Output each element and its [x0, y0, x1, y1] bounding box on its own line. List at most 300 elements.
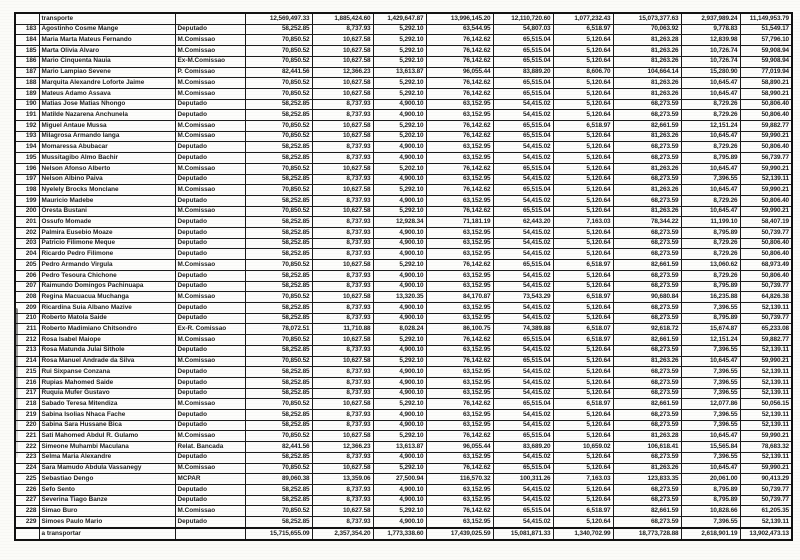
amount-cell: 8,737.93	[312, 420, 373, 431]
amount-cell: 58,252.85	[245, 452, 312, 463]
amount-cell: 54,415.02	[493, 281, 553, 292]
name-cell: Matilde Nazarena Anchunela	[39, 110, 175, 121]
row-number-cell: 191	[15, 110, 39, 121]
row-number-cell: 219	[15, 410, 39, 421]
amount-cell: 7,396.55	[681, 377, 740, 388]
amount-cell: 70,850.52	[245, 121, 312, 132]
amount-cell: 6,518.97	[553, 121, 613, 132]
amount-cell: 11,710.88	[312, 324, 373, 335]
amount-cell: 7,396.55	[681, 367, 740, 378]
name-cell: Agostinho Cosme Mange	[39, 24, 175, 35]
amount-cell: 5,292.10	[373, 46, 426, 57]
amount-cell: 50,806.40	[740, 110, 792, 121]
category-cell: Deputado	[175, 452, 245, 463]
name-cell: transporte	[39, 13, 175, 24]
amount-cell: 1,077,232.43	[553, 13, 613, 24]
amount-cell: 70,850.52	[245, 260, 312, 271]
amount-cell: 50,806.40	[740, 238, 792, 249]
row-number-cell: 190	[15, 99, 39, 110]
category-cell: MCPAR	[175, 474, 245, 485]
table-row	[15, 324, 792, 335]
category-cell: M.Comissao	[175, 292, 245, 303]
amount-cell: 5,120.64	[553, 110, 613, 121]
table-row	[15, 238, 792, 249]
amount-cell: 10,659.02	[553, 442, 613, 453]
amount-cell: 13,902,473.13	[740, 528, 792, 540]
amount-cell: 76,142.62	[426, 131, 493, 142]
amount-cell: 8,795.89	[681, 228, 740, 239]
amount-cell: 8,737.93	[312, 377, 373, 388]
amount-cell: 59,990.21	[740, 185, 792, 196]
amount-cell: 63,152.95	[426, 377, 493, 388]
name-cell: Mauricio Madebe	[39, 195, 175, 206]
amount-cell: 63,152.95	[426, 420, 493, 431]
amount-cell: 5,120.64	[553, 174, 613, 185]
amount-cell: 65,515.04	[493, 506, 553, 517]
amount-cell: 59,882.77	[740, 335, 792, 346]
row-number-cell: 213	[15, 345, 39, 356]
table-row	[15, 420, 792, 431]
category-cell: Deputado	[175, 174, 245, 185]
amount-cell: 12,151.24	[681, 121, 740, 132]
table-row	[15, 495, 792, 506]
amount-cell: 70,850.52	[245, 506, 312, 517]
amount-cell: 5,120.64	[553, 142, 613, 153]
amount-cell: 65,515.04	[493, 35, 553, 46]
amount-cell: 5,292.10	[373, 56, 426, 67]
amount-cell: 68,273.59	[613, 195, 681, 206]
category-cell: Deputado	[175, 228, 245, 239]
amount-cell: 68,273.59	[613, 495, 681, 506]
amount-cell: 63,152.95	[426, 313, 493, 324]
amount-cell: 5,120.64	[553, 131, 613, 142]
table-row	[15, 313, 792, 324]
amount-cell: 58,252.85	[245, 174, 312, 185]
category-cell: M.Comissao	[175, 185, 245, 196]
amount-cell: 82,441.56	[245, 442, 312, 453]
amount-cell: 68,273.59	[613, 420, 681, 431]
category-cell: M.Comissao	[175, 35, 245, 46]
amount-cell: 52,139.11	[740, 388, 792, 399]
amount-cell: 13,613.87	[373, 442, 426, 453]
row-number-cell: 204	[15, 249, 39, 260]
amount-cell: 10,627.58	[312, 121, 373, 132]
category-cell: Deputado	[175, 484, 245, 495]
amount-cell: 68,273.59	[613, 110, 681, 121]
category-cell: M.Comissao	[175, 335, 245, 346]
category-cell: Deputado	[175, 420, 245, 431]
amount-cell: 81,263.26	[613, 463, 681, 474]
amount-cell: 54,415.02	[493, 420, 553, 431]
category-cell: Deputado	[175, 195, 245, 206]
amount-cell: 4,900.10	[373, 99, 426, 110]
table-row	[15, 46, 792, 57]
carry-out-row	[15, 528, 792, 540]
table-row	[15, 217, 792, 228]
amount-cell: 4,900.10	[373, 367, 426, 378]
category-cell: M.Comissao	[175, 260, 245, 271]
table-row	[15, 260, 792, 271]
amount-cell: 68,273.59	[613, 249, 681, 260]
row-number-cell: 185	[15, 46, 39, 57]
amount-cell: 10,627.58	[312, 46, 373, 57]
amount-cell: 8,737.93	[312, 452, 373, 463]
name-cell: Mario Lampiao Sevene	[39, 67, 175, 78]
category-cell: M.Comissao	[175, 121, 245, 132]
row-number-cell: 188	[15, 78, 39, 89]
amount-cell: 9,778.83	[681, 24, 740, 35]
amount-cell: 90,413.29	[740, 474, 792, 485]
amount-cell: 76,142.62	[426, 260, 493, 271]
amount-cell: 76,142.62	[426, 35, 493, 46]
amount-cell: 81,263.26	[613, 185, 681, 196]
amount-cell: 63,152.95	[426, 142, 493, 153]
row-number-cell	[15, 13, 39, 24]
row-number-cell: 192	[15, 121, 39, 132]
amount-cell: 70,063.92	[613, 24, 681, 35]
amount-cell: 58,252.85	[245, 410, 312, 421]
amount-cell: 7,396.55	[681, 420, 740, 431]
amount-cell: 27,500.94	[373, 474, 426, 485]
amount-cell: 52,139.11	[740, 410, 792, 421]
amount-cell: 6,518.07	[553, 324, 613, 335]
amount-cell: 68,273.59	[613, 345, 681, 356]
table-row	[15, 303, 792, 314]
amount-cell: 5,292.10	[373, 463, 426, 474]
table-row	[15, 174, 792, 185]
amount-cell: 4,900.10	[373, 110, 426, 121]
payroll-table-body	[15, 13, 792, 540]
amount-cell: 5,120.64	[553, 249, 613, 260]
amount-cell: 68,273.59	[613, 313, 681, 324]
row-number-cell: 208	[15, 292, 39, 303]
document-page	[14, 12, 792, 542]
amount-cell: 5,292.10	[373, 506, 426, 517]
amount-cell: 15,674.87	[681, 324, 740, 335]
amount-cell: 5,120.64	[553, 367, 613, 378]
amount-cell: 4,900.10	[373, 153, 426, 164]
amount-cell: 5,120.64	[553, 46, 613, 57]
amount-cell: 70,850.52	[245, 399, 312, 410]
amount-cell: 6,518.97	[553, 292, 613, 303]
amount-cell: 89,060.38	[245, 474, 312, 485]
name-cell: Oresta Bustani	[39, 206, 175, 217]
amount-cell: 65,515.04	[493, 56, 553, 67]
name-cell: Rui Sixpanse Conzana	[39, 367, 175, 378]
table-row	[15, 484, 792, 495]
amount-cell: 63,152.95	[426, 452, 493, 463]
name-cell: Mussitagibo Almo Bachir	[39, 153, 175, 164]
amount-cell: 58,252.85	[245, 238, 312, 249]
amount-cell: 58,252.85	[245, 281, 312, 292]
amount-cell: 63,152.95	[426, 174, 493, 185]
amount-cell: 10,645.47	[681, 185, 740, 196]
amount-cell: 8,028.24	[373, 324, 426, 335]
amount-cell: 82,661.59	[613, 260, 681, 271]
amount-cell: 81,263.26	[613, 163, 681, 174]
amount-cell: 54,807.03	[493, 24, 553, 35]
table-row	[15, 367, 792, 378]
name-cell: Rosa Matunda Julai Sithole	[39, 345, 175, 356]
amount-cell: 8,737.93	[312, 367, 373, 378]
amount-cell: 8,737.93	[312, 24, 373, 35]
category-cell: Deputado	[175, 388, 245, 399]
amount-cell: 10,627.58	[312, 88, 373, 99]
amount-cell: 11,199.10	[681, 217, 740, 228]
name-cell: Matias Jose Matias Nhongo	[39, 99, 175, 110]
amount-cell: 50,806.40	[740, 270, 792, 281]
name-cell: Rosa Isabel Maiope	[39, 335, 175, 346]
amount-cell: 1,885,424.60	[312, 13, 373, 24]
row-number-cell: 193	[15, 131, 39, 142]
amount-cell: 5,120.64	[553, 495, 613, 506]
amount-cell: 5,120.64	[553, 410, 613, 421]
row-number-cell: 214	[15, 356, 39, 367]
amount-cell: 5,120.64	[553, 228, 613, 239]
amount-cell: 10,627.58	[312, 78, 373, 89]
category-cell: M.Comissao	[175, 463, 245, 474]
amount-cell: 52,139.11	[740, 367, 792, 378]
category-cell: Deputado	[175, 313, 245, 324]
amount-cell: 63,152.95	[426, 367, 493, 378]
category-cell: Deputado	[175, 270, 245, 281]
amount-cell: 59,990.21	[740, 463, 792, 474]
scan-edge-artifact	[14, 308, 18, 458]
amount-cell: 5,120.64	[553, 88, 613, 99]
amount-cell: 63,152.95	[426, 410, 493, 421]
category-cell: Deputado	[175, 153, 245, 164]
table-row	[15, 142, 792, 153]
row-number-cell: 227	[15, 495, 39, 506]
amount-cell: 65,515.04	[493, 78, 553, 89]
row-number-cell: 224	[15, 463, 39, 474]
amount-cell: 81,263.26	[613, 206, 681, 217]
table-row	[15, 442, 792, 453]
amount-cell: 7,396.55	[681, 345, 740, 356]
amount-cell: 7,163.03	[553, 474, 613, 485]
amount-cell: 58,252.85	[245, 377, 312, 388]
amount-cell: 15,280.90	[681, 67, 740, 78]
amount-cell: 68,273.59	[613, 517, 681, 528]
amount-cell: 54,415.02	[493, 303, 553, 314]
amount-cell: 50,806.40	[740, 249, 792, 260]
name-cell: Marquita Alexandre Loforte Jaime	[39, 78, 175, 89]
amount-cell: 4,900.10	[373, 377, 426, 388]
amount-cell: 70,850.52	[245, 431, 312, 442]
category-cell: Ex-R. Comissao	[175, 324, 245, 335]
amount-cell: 5,292.10	[373, 121, 426, 132]
amount-cell: 4,900.10	[373, 249, 426, 260]
row-number-cell: 226	[15, 484, 39, 495]
row-number-cell: 200	[15, 206, 39, 217]
row-number-cell: 209	[15, 303, 39, 314]
amount-cell: 1,429,647.87	[373, 13, 426, 24]
row-number-cell: 187	[15, 67, 39, 78]
amount-cell: 13,320.35	[373, 292, 426, 303]
amount-cell: 12,569,497.33	[245, 13, 312, 24]
amount-cell: 76,142.62	[426, 56, 493, 67]
table-row	[15, 474, 792, 485]
amount-cell: 10,627.58	[312, 399, 373, 410]
table-row	[15, 99, 792, 110]
amount-cell: 8,737.93	[312, 110, 373, 121]
amount-cell: 10,627.58	[312, 206, 373, 217]
name-cell: Selma Maria Alexandre	[39, 452, 175, 463]
amount-cell: 68,273.59	[613, 303, 681, 314]
name-cell: Marta Olivia Alvaro	[39, 46, 175, 57]
amount-cell: 74,389.88	[493, 324, 553, 335]
amount-cell: 81,263.26	[613, 56, 681, 67]
amount-cell: 68,273.59	[613, 153, 681, 164]
carry-in-row	[15, 13, 792, 24]
amount-cell: 10,726.74	[681, 56, 740, 67]
amount-cell: 8,737.93	[312, 313, 373, 324]
amount-cell: 54,415.02	[493, 153, 553, 164]
amount-cell: 8,737.93	[312, 270, 373, 281]
category-cell: Deputado	[175, 367, 245, 378]
amount-cell: 11,149,953.79	[740, 13, 792, 24]
amount-cell: 5,202.10	[373, 131, 426, 142]
amount-cell: 5,120.64	[553, 420, 613, 431]
table-row	[15, 35, 792, 46]
table-row	[15, 463, 792, 474]
amount-cell: 100,311.26	[493, 474, 553, 485]
amount-cell: 64,826.38	[740, 292, 792, 303]
amount-cell: 6,518.97	[553, 24, 613, 35]
amount-cell: 16,235.88	[681, 292, 740, 303]
amount-cell: 82,661.59	[613, 506, 681, 517]
amount-cell: 8,729.26	[681, 142, 740, 153]
amount-cell: 70,850.52	[245, 356, 312, 367]
category-cell: Deputado	[175, 495, 245, 506]
row-number-cell: 206	[15, 270, 39, 281]
amount-cell: 59,908.94	[740, 56, 792, 67]
name-cell: a transportar	[39, 528, 175, 540]
amount-cell: 8,606.70	[553, 67, 613, 78]
amount-cell: 68,273.59	[613, 281, 681, 292]
table-row	[15, 249, 792, 260]
amount-cell: 10,627.58	[312, 506, 373, 517]
amount-cell: 4,900.10	[373, 452, 426, 463]
amount-cell: 54,415.02	[493, 195, 553, 206]
amount-cell: 63,152.95	[426, 238, 493, 249]
amount-cell: 12,928.34	[373, 217, 426, 228]
amount-cell: 65,233.08	[740, 324, 792, 335]
amount-cell: 4,900.10	[373, 495, 426, 506]
row-number-cell: 225	[15, 474, 39, 485]
amount-cell: 7,163.03	[553, 217, 613, 228]
amount-cell: 54,415.02	[493, 313, 553, 324]
amount-cell: 5,120.64	[553, 281, 613, 292]
amount-cell: 70,850.52	[245, 206, 312, 217]
amount-cell: 123,833.35	[613, 474, 681, 485]
amount-cell: 59,990.21	[740, 163, 792, 174]
name-cell: Simoes Paulo Mario	[39, 517, 175, 528]
row-number-cell: 196	[15, 163, 39, 174]
amount-cell: 8,729.26	[681, 195, 740, 206]
amount-cell: 63,152.95	[426, 228, 493, 239]
amount-cell: 5,292.10	[373, 24, 426, 35]
amount-cell: 10,645.47	[681, 88, 740, 99]
amount-cell: 5,120.64	[553, 185, 613, 196]
amount-cell: 20,061.00	[681, 474, 740, 485]
category-cell: M.Comissao	[175, 163, 245, 174]
amount-cell: 76,142.62	[426, 78, 493, 89]
amount-cell: 10,627.58	[312, 260, 373, 271]
amount-cell: 5,202.10	[373, 163, 426, 174]
amount-cell: 12,839.98	[681, 35, 740, 46]
category-cell: Deputado	[175, 303, 245, 314]
name-cell: Patricio Filimone Meque	[39, 238, 175, 249]
amount-cell: 52,139.11	[740, 420, 792, 431]
category-cell: M.Comissao	[175, 356, 245, 367]
amount-cell: 68,273.59	[613, 484, 681, 495]
amount-cell: 4,900.10	[373, 484, 426, 495]
amount-cell: 59,990.21	[740, 356, 792, 367]
amount-cell: 10,645.47	[681, 131, 740, 142]
row-number-cell: 183	[15, 24, 39, 35]
table-row	[15, 163, 792, 174]
amount-cell: 15,081,871.33	[493, 528, 553, 540]
amount-cell: 51,549.17	[740, 24, 792, 35]
amount-cell: 5,120.64	[553, 463, 613, 474]
name-cell: Nelson Afonso Alberto	[39, 163, 175, 174]
amount-cell: 63,152.95	[426, 195, 493, 206]
amount-cell: 8,737.93	[312, 228, 373, 239]
row-number-cell: 207	[15, 281, 39, 292]
category-cell: Deputado	[175, 410, 245, 421]
table-row	[15, 431, 792, 442]
amount-cell: 59,908.94	[740, 46, 792, 57]
amount-cell: 12,077.86	[681, 399, 740, 410]
amount-cell: 4,900.10	[373, 410, 426, 421]
amount-cell: 63,152.95	[426, 270, 493, 281]
amount-cell: 81,263.28	[613, 35, 681, 46]
amount-cell: 8,795.89	[681, 313, 740, 324]
amount-cell: 70,850.52	[245, 292, 312, 303]
amount-cell: 5,292.10	[373, 185, 426, 196]
amount-cell: 81,263.26	[613, 78, 681, 89]
amount-cell: 65,515.04	[493, 431, 553, 442]
amount-cell: 12,366.23	[312, 442, 373, 453]
amount-cell: 8,737.93	[312, 517, 373, 528]
name-cell: Regina Macuacua Muchanga	[39, 292, 175, 303]
amount-cell: 76,142.62	[426, 46, 493, 57]
name-cell: Momaressa Abubacar	[39, 142, 175, 153]
amount-cell: 65,515.04	[493, 88, 553, 99]
name-cell: Simao Buro	[39, 506, 175, 517]
table-row	[15, 78, 792, 89]
amount-cell: 68,273.59	[613, 270, 681, 281]
category-cell: Deputado	[175, 517, 245, 528]
name-cell: Rosa Manuel Andrade da Silva	[39, 356, 175, 367]
amount-cell: 13,359.06	[312, 474, 373, 485]
amount-cell: 4,900.10	[373, 345, 426, 356]
amount-cell: 8,737.93	[312, 217, 373, 228]
amount-cell: 76,142.62	[426, 356, 493, 367]
name-cell: Severina Tiago Banze	[39, 495, 175, 506]
amount-cell: 10,726.74	[681, 46, 740, 57]
amount-cell: 13,996,145.20	[426, 13, 493, 24]
row-number-cell: 220	[15, 420, 39, 431]
amount-cell: 50,806.40	[740, 99, 792, 110]
amount-cell: 70,850.52	[245, 463, 312, 474]
category-cell: M.Comissao	[175, 506, 245, 517]
amount-cell: 58,252.85	[245, 367, 312, 378]
amount-cell: 54,415.02	[493, 174, 553, 185]
amount-cell: 54,415.02	[493, 345, 553, 356]
amount-cell: 1,340,702.99	[553, 528, 613, 540]
